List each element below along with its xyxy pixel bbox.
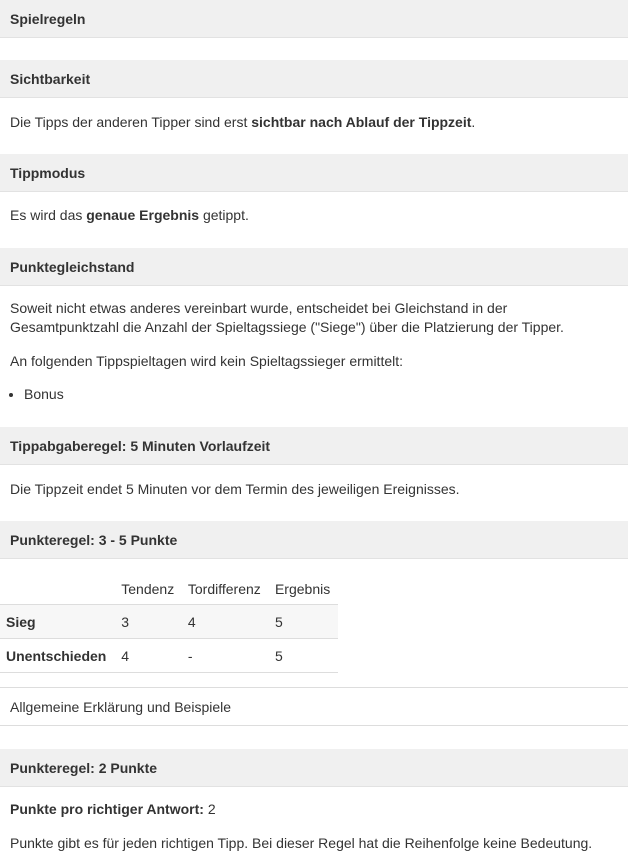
section-title: Tippmodus — [10, 164, 86, 181]
spieltag-list — [0, 385, 64, 404]
section-header-spielregeln — [0, 0, 628, 38]
tippmodus-text: Es wird das genaue Ergebnis getippt. — [10, 207, 249, 223]
section-title: Sichtbarkeit — [10, 70, 91, 87]
table-header-cell — [0, 574, 115, 605]
sichtbarkeit-text: Die Tipps der anderen Tipper sind erst sichtbar nach Ablauf der Tippzeit. — [10, 114, 476, 130]
section-title: Punkteregel: 2 Punkte — [10, 759, 158, 776]
row-label: Unentschieden — [6, 647, 107, 664]
table-cell: 3 — [121, 613, 130, 630]
table-cell: 5 — [274, 647, 283, 664]
section-title: Tippabgaberegel: 5 Minuten Vorlaufzeit — [10, 437, 271, 454]
punktegleichstand-line1: Soweit nicht etwas anderes vereinbart wurde, entscheidet bei Gleichstand in der — [10, 300, 508, 316]
section-title: Punkteregel: 3 - 5 Punkte — [10, 531, 178, 548]
section-header-sichtbarkeit — [0, 60, 628, 98]
table-cell: 4 — [187, 613, 196, 630]
section-header-punkteregel-2 — [0, 749, 628, 787]
table-header-row — [0, 574, 338, 605]
table-header-cell: Ergebnis — [274, 581, 331, 597]
section-title: Spielregeln — [10, 10, 86, 27]
table-cell: - — [187, 647, 193, 664]
tippabgabe-text: Die Tippzeit endet 5 Minuten vor dem Termin des jeweiligen Ereignisses. — [10, 481, 460, 497]
section-header-tippmodus — [0, 154, 628, 192]
points-table — [0, 574, 338, 673]
section-title: Punktegleichstand — [10, 258, 135, 275]
table-header-cell: Tendenz — [121, 581, 175, 597]
explanation-link-label: Allgemeine Erklärung und Beispiele — [10, 698, 232, 715]
punkteregel2-text: Punkte gibt es für jeden richtigen Tipp. Bei dieser Regel hat die Reihenfolge keine Bedeutung. — [10, 835, 593, 851]
table-row — [0, 639, 338, 673]
punktegleichstand-line3: An folgenden Tippspieltagen wird kein Spieltagssieger ermittelt: — [10, 353, 404, 369]
section-header-punktegleichstand — [0, 248, 628, 286]
punktegleichstand-line2: Gesamtpunktzahl die Anzahl der Spieltagssiege ("Siege") über die Platzierung der Tipper. — [10, 319, 564, 335]
list-item: • Bonus — [24, 385, 64, 404]
table-header-cell: Tordifferenz — [187, 581, 261, 597]
section-header-tippabgaberegel — [0, 427, 628, 465]
table-cell: 5 — [274, 613, 283, 630]
explanation-link[interactable] — [0, 687, 628, 726]
table-cell: 4 — [121, 647, 130, 664]
punkte-pro-antwort: Punkte pro richtiger Antwort: 2 — [10, 801, 216, 817]
section-header-punkteregel-3-5 — [0, 521, 628, 559]
row-label: Sieg — [6, 613, 36, 630]
table-row — [0, 605, 338, 639]
